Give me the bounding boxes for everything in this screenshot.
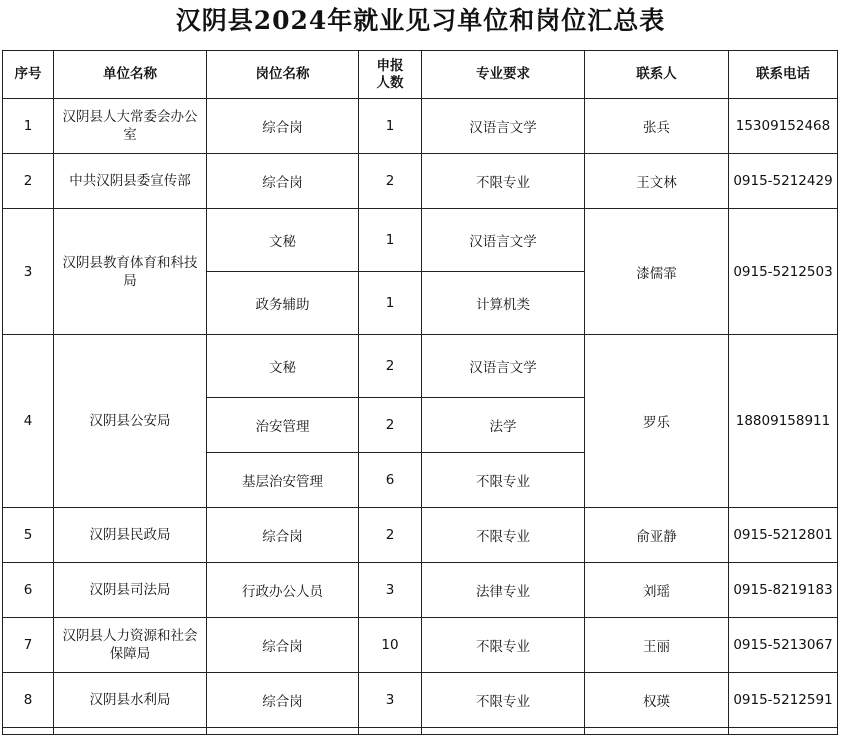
cell-major: 法律专业	[422, 563, 585, 618]
cell-contact: 刘瑶	[585, 563, 729, 618]
cell-post: 基层治安管理	[207, 453, 359, 508]
cell-empty	[207, 728, 359, 735]
cell-count: 3	[359, 563, 422, 618]
cell-unit: 汉阴县水利局	[54, 673, 207, 728]
table-row	[3, 563, 838, 618]
cell-phone: 15309152468	[729, 99, 838, 154]
header-phone: 联系电话	[729, 51, 838, 99]
table-row	[3, 508, 838, 563]
cell-contact: 权瑛	[585, 673, 729, 728]
cell-seq: 8	[3, 673, 54, 728]
cell-phone: 0915-8219183	[729, 563, 838, 618]
cell-count: 1	[359, 272, 422, 335]
cell-post: 综合岗	[207, 673, 359, 728]
cell-major: 不限专业	[422, 673, 585, 728]
table-row	[3, 673, 838, 728]
cell-unit: 汉阴县人大常委会办公室	[54, 99, 207, 154]
cell-post: 治安管理	[207, 398, 359, 453]
cell-contact: 漆儒霏	[585, 209, 729, 335]
cell-count: 3	[359, 673, 422, 728]
cell-post: 行政办公人员	[207, 563, 359, 618]
header-count: 申报人数	[359, 51, 422, 99]
header-contact: 联系人	[585, 51, 729, 99]
cell-contact: 俞亚静	[585, 508, 729, 563]
cell-unit: 中共汉阴县委宣传部	[54, 154, 207, 209]
cell-post: 文秘	[207, 209, 359, 272]
cell-count: 10	[359, 618, 422, 673]
cell-contact: 王文林	[585, 154, 729, 209]
table-row-cutoff	[3, 728, 838, 735]
header-row	[3, 51, 838, 99]
cell-major: 汉语言文学	[422, 209, 585, 272]
cell-seq: 3	[3, 209, 54, 335]
cell-phone: 0915-5212591	[729, 673, 838, 728]
cell-post: 综合岗	[207, 99, 359, 154]
cell-count: 2	[359, 398, 422, 453]
cell-empty	[729, 728, 838, 735]
cell-post: 综合岗	[207, 508, 359, 563]
cell-major: 法学	[422, 398, 585, 453]
cell-count: 2	[359, 335, 422, 398]
summary-table	[2, 50, 838, 735]
cell-count: 1	[359, 99, 422, 154]
cell-seq: 4	[3, 335, 54, 508]
cell-seq: 5	[3, 508, 54, 563]
cell-empty	[422, 728, 585, 735]
cell-unit: 汉阴县民政局	[54, 508, 207, 563]
cell-unit: 汉阴县公安局	[54, 335, 207, 508]
cell-post: 政务辅助	[207, 272, 359, 335]
cell-major: 不限专业	[422, 508, 585, 563]
cell-major: 计算机类	[422, 272, 585, 335]
cell-empty	[54, 728, 207, 735]
cell-count: 2	[359, 508, 422, 563]
cell-seq: 7	[3, 618, 54, 673]
table-row	[3, 154, 838, 209]
cell-seq: 2	[3, 154, 54, 209]
cell-phone: 0915-5213067	[729, 618, 838, 673]
cell-phone: 0915-5212503	[729, 209, 838, 335]
cell-phone: 0915-5212429	[729, 154, 838, 209]
table-row	[3, 209, 838, 272]
table-row	[3, 99, 838, 154]
cell-major: 汉语言文学	[422, 99, 585, 154]
table-row	[3, 618, 838, 673]
cell-empty	[359, 728, 422, 735]
cell-phone: 18809158911	[729, 335, 838, 508]
cell-count: 2	[359, 154, 422, 209]
header-seq: 序号	[3, 51, 54, 99]
header-unit: 单位名称	[54, 51, 207, 99]
cell-post: 综合岗	[207, 154, 359, 209]
cell-unit: 汉阴县人力资源和社会保障局	[54, 618, 207, 673]
table-row	[3, 335, 838, 398]
cell-seq: 6	[3, 563, 54, 618]
cell-empty	[585, 728, 729, 735]
cell-contact: 张兵	[585, 99, 729, 154]
cell-contact: 王丽	[585, 618, 729, 673]
cell-seq: 1	[3, 99, 54, 154]
cell-unit: 汉阴县司法局	[54, 563, 207, 618]
cell-major: 不限专业	[422, 154, 585, 209]
page-title: 汉阴县2024年就业见习单位和岗位汇总表	[175, 6, 666, 35]
cell-empty	[3, 728, 54, 735]
cell-major: 不限专业	[422, 453, 585, 508]
cell-major: 不限专业	[422, 618, 585, 673]
cell-major: 汉语言文学	[422, 335, 585, 398]
cell-phone: 0915-5212801	[729, 508, 838, 563]
cell-contact: 罗乐	[585, 335, 729, 508]
cell-count: 1	[359, 209, 422, 272]
header-post: 岗位名称	[207, 51, 359, 99]
cell-count: 6	[359, 453, 422, 508]
cell-post: 文秘	[207, 335, 359, 398]
cell-post: 综合岗	[207, 618, 359, 673]
header-major: 专业要求	[422, 51, 585, 99]
cell-unit: 汉阴县教育体育和科技局	[54, 209, 207, 335]
